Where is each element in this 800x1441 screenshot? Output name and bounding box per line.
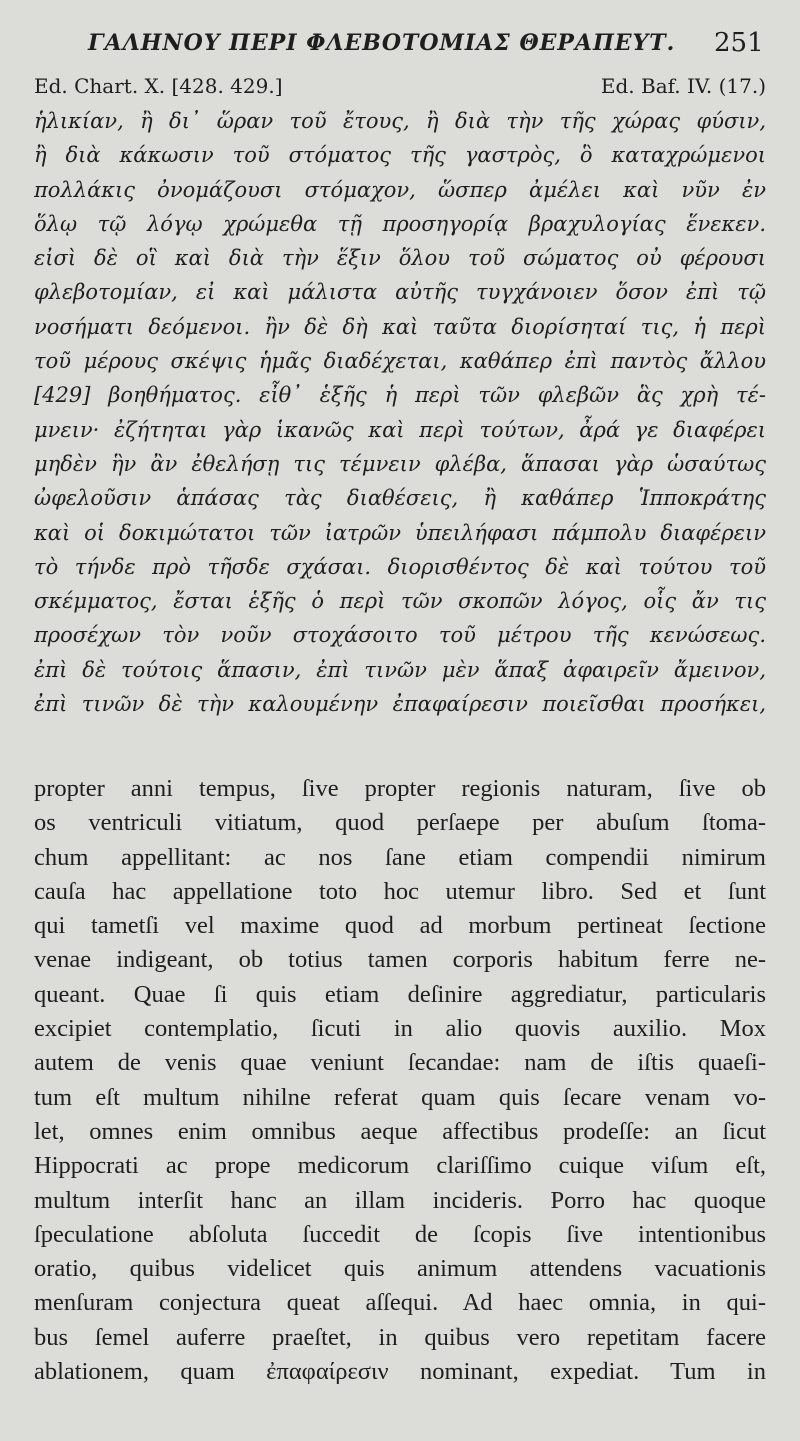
- greek-line: ὅλῳ τῷ λόγῳ χρώμεθα τῇ προσηγορίᾳ βραχυλογίας ἕνεκεν.: [34, 211, 766, 236]
- latin-line: menſuram conjectura queat aſſequi. Ad haec omnia, in qui-: [34, 1289, 766, 1317]
- latin-line: let, omnes enim omnibus aeque affectibus prodeſſe: an ſicut: [34, 1117, 766, 1145]
- greek-line: τὸ τήνδε πρὸ τῆσδε σχάσαι. διορισθέντος δὲ καὶ τούτου τοῦ: [34, 554, 766, 579]
- running-head: [0, 26, 800, 66]
- greek-line: νοσήματι δεόμενοι. ἢν δὲ δὴ καὶ ταῦτα διορίσηταί τις, ἡ περὶ: [34, 314, 766, 339]
- latin-line: qui tametſi vel maxime quod ad morbum pertineat ſectione: [34, 912, 766, 940]
- greek-text-block: [34, 104, 766, 721]
- latin-line: autem de venis quae veniunt ſecandae: nam de iſtis quaeſi-: [34, 1049, 766, 1077]
- greek-line: τοῦ μέρους σκέψις ἡμᾶς διαδέχεται, καθάπερ ἐπὶ παντὸς ἄλλου: [34, 349, 766, 374]
- edition-chartier-ref: Ed. Chart. X. [428. 429.]: [34, 74, 283, 98]
- greek-line: ἡλικίαν, ἢ δι᾽ ὥραν τοῦ ἔτους, ἢ διὰ τὴν τῆς χώρας φύσιν,: [34, 109, 766, 133]
- greek-line: σκέμματος, ἔσται ἑξῆς ὁ περὶ τῶν σκοπῶν λόγος, οἷς ἄν τις: [34, 589, 766, 614]
- greek-line: μηδὲν ἣν ἂν ἐθελήσῃ τις τέμνειν φλέβα, ἅπασαι γὰρ ὡσαύτως: [34, 451, 766, 476]
- greek-line: [429] βοηθήματος. εἶθ᾽ ἑξῆς ἡ περὶ τῶν φλεβῶν ἃς χρὴ τέ-: [34, 383, 766, 408]
- latin-translation-block: [34, 772, 766, 1389]
- edition-references: [0, 74, 800, 104]
- greek-line: ἐπὶ δὲ τούτοις ἅπασιν, ἐπὶ τινῶν μὲν ἅπαξ ἀφαιρεῖν ἄμεινον,: [34, 657, 766, 682]
- page-number: 251: [714, 28, 764, 58]
- latin-line: venae indigeant, ob totius tamen corporis habitum ferre ne-: [34, 946, 766, 974]
- latin-line: oratio, quibus videlicet quis animum attendens vacuationis: [34, 1255, 766, 1283]
- greek-line: μνειν· ἐζήτηται γὰρ ἱκανῶς καὶ περὶ τούτων, ἆρά γε διαφέρει: [34, 417, 766, 442]
- latin-line: tum eſt multum nihilne referat quam quis ſecare venam vo-: [34, 1083, 766, 1111]
- greek-line: ὠφελοῦσιν ἁπάσας τὰς διαθέσεις, ἢ καθάπερ Ἱπποκράτης: [34, 486, 766, 511]
- greek-line: ἐπὶ τινῶν δὲ τὴν καλουμένην ἐπαφαίρεσιν ποιεῖσθαι προσήκει,: [34, 692, 766, 717]
- latin-line: ſpeculatione abſoluta ſuccedit de ſcopis ſive intentionibus: [34, 1220, 766, 1248]
- greek-line: φλεβοτομίαν, εἰ καὶ μάλιστα αὐτῆς τυγχάνοιεν ὅσον ἐπὶ τῷ: [34, 280, 766, 305]
- latin-line: cauſa hac appellatione toto hoc utemur libro. Sed et ſunt: [34, 877, 766, 905]
- running-title: ΓΑΛΗΝΟΥ ΠΕΡΙ ΦΛΕΒΟΤΟΜΙΑΣ ΘΕΡΑΠΕΥΤ.: [88, 30, 676, 56]
- latin-line: bus ſemel auferre praeſtet, in quibus vero repetitam facere: [34, 1323, 766, 1351]
- latin-line: Hippocrati ac prope medicorum clariſſimo cuique viſum eſt,: [34, 1152, 766, 1180]
- latin-line: queant. Quae ſi quis etiam deſinire aggrediatur, particularis: [34, 980, 766, 1008]
- latin-line: propter anni tempus, ſive propter regionis naturam, ſive ob: [34, 775, 766, 802]
- greek-line: προσέχων τὸν νοῦν στοχάσοιτο τοῦ μέτρου τῆς κενώσεως.: [34, 623, 766, 648]
- greek-line: πολλάκις ὀνομάζουσι στόμαχον, ὥσπερ ἀμέλει καὶ νῦν ἐν: [34, 177, 766, 202]
- latin-line: multum interſit hanc an illam incideris. Porro hac quoque: [34, 1186, 766, 1214]
- latin-line: ablationem, quam ἐπαφαίρεσιν nominant, expediat. Tum in: [34, 1358, 766, 1386]
- greek-line: εἰσὶ δὲ οἳ καὶ διὰ τὴν ἕξιν ὅλου τοῦ σώματος οὐ φέρουσι: [34, 246, 766, 271]
- latin-line: chum appellitant: ac nos ſane etiam compendii nimirum: [34, 843, 766, 871]
- edition-basel-ref: Ed. Baf. IV. (17.): [600, 74, 766, 98]
- greek-line: καὶ οἱ δοκιμώτατοι τῶν ἰατρῶν ὑπειλήφασι πάμπολυ διαφέρειν: [34, 520, 766, 545]
- latin-line: os ventriculi vitiatum, quod perſaepe per abuſum ſtoma-: [34, 809, 766, 837]
- greek-line: ἢ διὰ κάκωσιν τοῦ στόματος τῆς γαστρὸς, ὃ καταχρώμενοι: [34, 143, 766, 168]
- latin-line: excipiet contemplatio, ſicuti in alio quovis auxilio. Mox: [34, 1015, 766, 1043]
